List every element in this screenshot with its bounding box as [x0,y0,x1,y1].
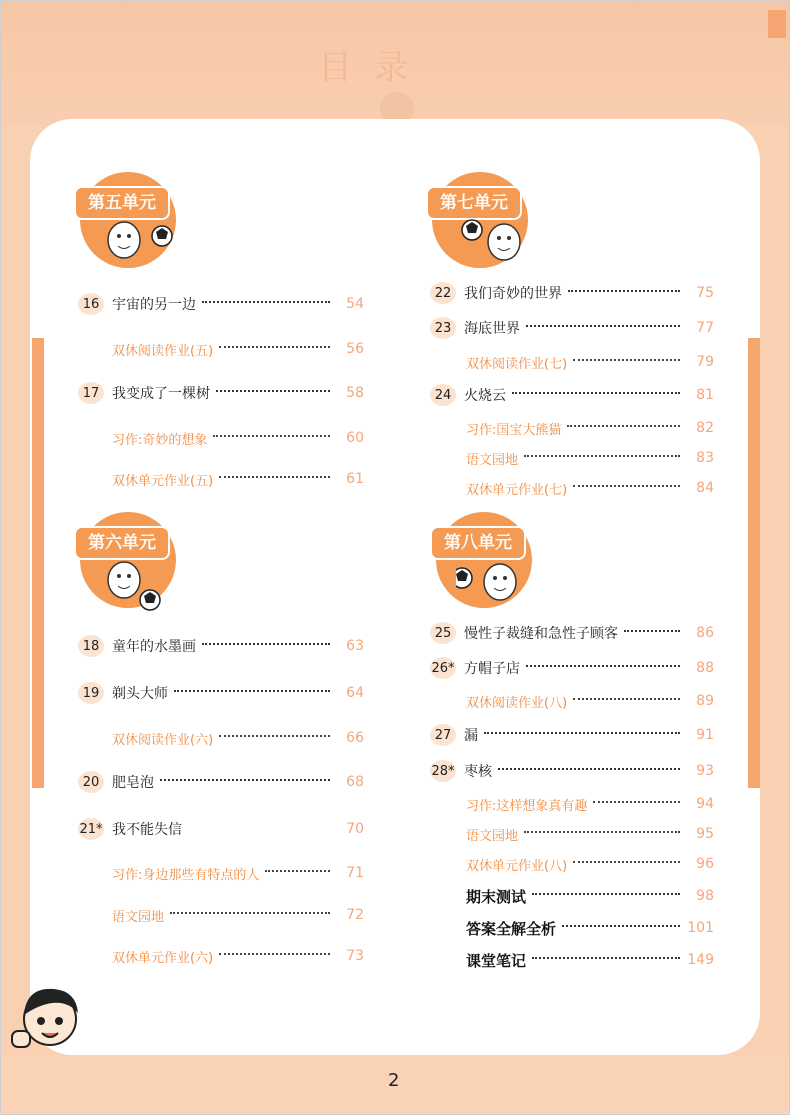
page-number: 89 [696,693,714,709]
entry-title: 双休单元作业(六) [112,950,214,966]
page-number: 58 [346,385,364,401]
entry-title: 方帽子店 [464,661,520,677]
page-number: 70 [346,821,364,837]
unit-label: 第七单元 [426,186,522,220]
page-number: 95 [696,826,714,842]
entry-title: 宇宙的另一边 [112,297,196,313]
lesson-number: 22 [430,282,456,304]
entry-title: 习作:身边那些有特点的人 [112,867,260,883]
lesson-number: 17 [78,382,104,404]
page-number: 149 [687,952,714,968]
entry-title: 枣核 [464,764,492,780]
page-number: 101 [687,920,714,936]
entry-title: 双休单元作业(五) [112,473,214,489]
page-number: 91 [696,727,714,743]
entry-title: 语文园地 [112,909,165,925]
lesson-number: 18 [78,635,104,657]
page-number: 63 [346,638,364,654]
page-number-footer: 2 [388,1070,400,1091]
entry-title: 课堂笔记 [466,951,527,970]
lesson-number: 28* [430,760,456,782]
page-number: 86 [696,625,714,641]
page-number: 81 [696,387,714,403]
entry-title: 双休阅读作业(六) [112,732,214,748]
entry-title: 童年的水墨画 [112,639,196,655]
page-number: 77 [696,320,714,336]
entry-title: 海底世界 [464,321,520,337]
page-number: 66 [346,730,364,746]
lesson-number: 24 [430,384,456,406]
entry-title: 漏 [464,728,478,744]
page-number: 64 [346,685,364,701]
lesson-number: 23 [430,317,456,339]
entry-title: 习作:奇妙的想象 [112,432,208,448]
entry-title: 双休单元作业(八) [466,858,568,874]
page-number: 60 [346,430,364,446]
entry-title: 慢性子裁缝和急性子顾客 [464,626,618,642]
page-number: 96 [696,856,714,872]
page-number: 93 [696,763,714,779]
page-number: 98 [696,888,714,904]
entry-title: 双休单元作业(七) [466,482,568,498]
entry-title: 我变成了一棵树 [112,386,210,402]
entry-title: 语文园地 [466,452,519,468]
entry-title: 习作:国宝大熊猫 [466,422,562,438]
page-title: 目录 [318,48,430,88]
lesson-number: 19 [78,682,104,704]
lesson-number: 27 [430,724,456,746]
page-number: 75 [696,285,714,301]
lesson-number: 26* [430,657,456,679]
entry-title: 期末测试 [466,887,527,906]
entry-title: 语文园地 [466,828,519,844]
lesson-number: 21* [78,818,104,840]
entry-title: 习作:这样想象真有趣 [466,798,588,814]
unit-label: 第六单元 [74,526,170,560]
page-number: 68 [346,774,364,790]
lesson-number: 20 [78,771,104,793]
entry-title: 答案全解全析 [466,919,557,938]
page-number: 72 [346,907,364,923]
entry-title: 双休阅读作业(五) [112,343,214,359]
lesson-number: 25 [430,622,456,644]
page-number: 84 [696,480,714,496]
entry-title: 双休阅读作业(八) [466,695,568,711]
page-number: 82 [696,420,714,436]
page-number: 88 [696,660,714,676]
lesson-number: 16 [78,293,104,315]
page-number: 56 [346,341,364,357]
entry-title: 火烧云 [464,388,506,404]
page-number: 61 [346,471,364,487]
page-number: 83 [696,450,714,466]
unit-label: 第五单元 [74,186,170,220]
entry-title: 剃头大师 [112,686,168,702]
page-number: 73 [346,948,364,964]
unit-label: 第八单元 [430,526,526,560]
page-number: 54 [346,296,364,312]
page-number: 94 [696,796,714,812]
entry-title: 我不能失信 [112,822,182,838]
entry-title: 我们奇妙的世界 [464,286,562,302]
entry-title: 双休阅读作业(七) [466,356,568,372]
page-number: 79 [696,354,714,370]
entry-title: 肥皂泡 [112,775,154,791]
page-number: 71 [346,865,364,881]
